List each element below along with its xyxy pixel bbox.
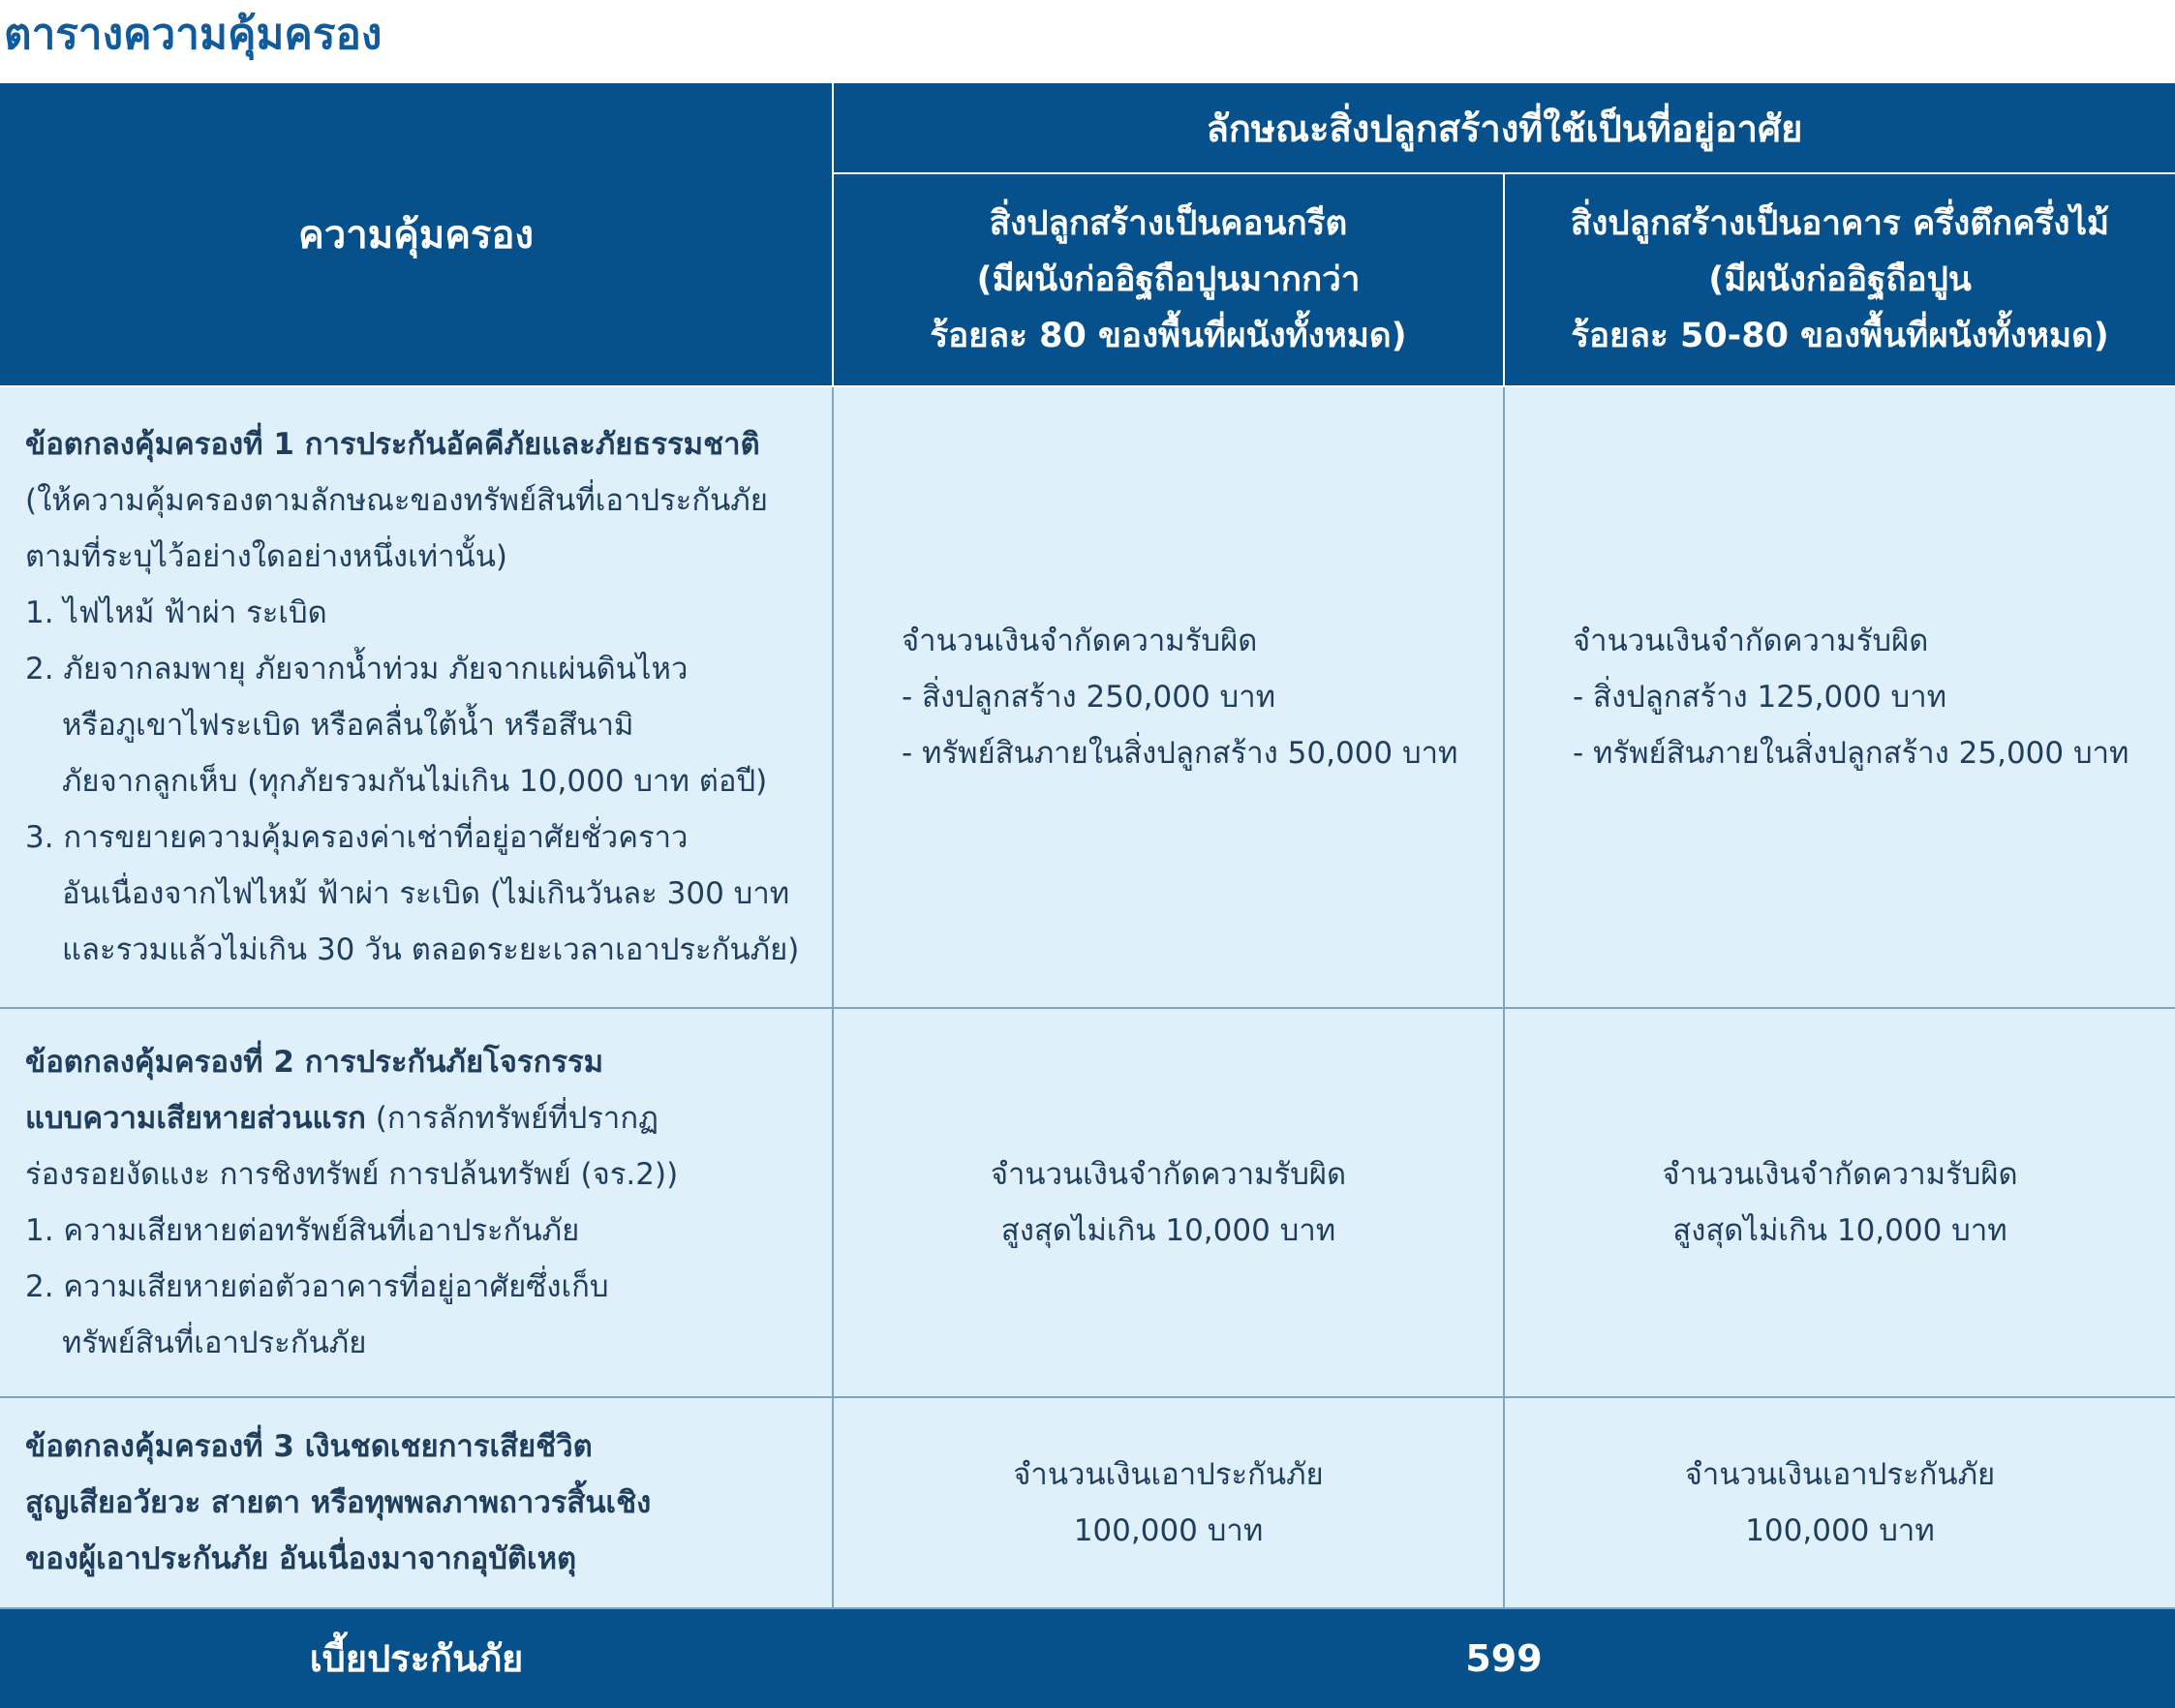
premium-value: 599 (833, 1608, 2175, 1708)
coverage-2-half-value (1504, 1008, 2175, 1397)
coverage-3-title-line: สูญเสียอวัยวะ สายตา หรือทุพพลภาพถาวรสิ้นเชิง (25, 1485, 652, 1520)
header-concrete-line: (มีผนังก่ออิฐถือปูนมากกว่า (976, 260, 1361, 299)
coverage-1-line: หรือภูเขาไฟระเบิด หรือคลื่นใต้น้ำ หรือสึนามิ (62, 708, 634, 743)
coverage-2-line: ทรัพย์สินที่เอาประกันภัย (62, 1326, 367, 1360)
coverage-3-title-line: ข้อตกลงคุ้มครองที่ 3 เงินชดเชยการเสียชีวิต (25, 1429, 593, 1464)
coverage-1-line: ตามที่ระบุไว้อย่างใดอย่างหนึ่งเท่านั้น) (25, 539, 507, 574)
header-half-concrete (1504, 173, 2175, 386)
value-line: 100,000 บาท (1745, 1513, 1935, 1548)
coverage-1-line: ภัยจากลูกเห็บ (ทุกภัยรวมกันไม่เกิน 10,000 บาท ต่อปี) (62, 764, 768, 799)
coverage-1-line: (ให้ความคุ้มครองตามลักษณะของทรัพย์สินที่เอาประกันภัย (25, 483, 768, 518)
coverage-1-title: ข้อตกลงคุ้มครองที่ 1 การประกันอัคคีภัยและภัยธรรมชาติ (25, 427, 760, 462)
coverage-3-description (0, 1397, 833, 1608)
coverage-table (0, 81, 2175, 1708)
coverage-1-half-value (1504, 386, 2175, 1008)
coverage-1-line: 2. ภัยจากลมพายุ ภัยจากน้ำท่วม ภัยจากแผ่นดินไหว (25, 652, 689, 686)
premium-label: เบี้ยประกันภัย (0, 1608, 833, 1708)
coverage-1-line: อันเนื่องจากไฟไหม้ ฟ้าผ่า ระเบิด (ไม่เกินวันละ 300 บาท (62, 876, 790, 911)
value-line: จำนวนเงินเอาประกันภัย (1684, 1457, 1996, 1492)
coverage-2-title-bold: แบบความเสียหายส่วนแรก (25, 1101, 366, 1136)
coverage-1-line: 3. การขยายความคุ้มครองค่าเช่าที่อยู่อาศัยชั่วคราว (25, 820, 689, 855)
premium-row (0, 1608, 2175, 1708)
table-row-coverage-3 (0, 1397, 2175, 1608)
coverage-2-title-line (25, 1090, 812, 1146)
header-coverage: ความคุ้มครอง (0, 82, 833, 386)
header-concrete-line: สิ่งปลูกสร้างเป็นคอนกรีต (989, 204, 1348, 243)
value-line: - สิ่งปลูกสร้าง 125,000 บาท (1573, 680, 1947, 715)
header-half-line: ร้อยละ 50-80 ของพื้นที่ผนังทั้งหมด) (1571, 317, 2109, 355)
value-line: - สิ่งปลูกสร้าง 250,000 บาท (902, 680, 1276, 715)
value-line: จำนวนเงินเอาประกันภัย (1013, 1457, 1324, 1492)
coverage-2-line: ร่องรอยงัดแงะ การชิงทรัพย์ การปล้นทรัพย์ (จร.2)) (25, 1157, 679, 1192)
page-title: ตารางความคุ้มครอง (4, 10, 383, 59)
value-line: จำนวนเงินจำกัดความรับผิด (1662, 1157, 2018, 1192)
value-line: สูงสุดไม่เกิน 10,000 บาท (1672, 1213, 2007, 1248)
header-concrete (833, 173, 1504, 386)
coverage-1-description (0, 386, 833, 1008)
header-building-type: ลักษณะสิ่งปลูกสร้างที่ใช้เป็นที่อยู่อาศัย (833, 82, 2175, 173)
value-line: จำนวนเงินจำกัดความรับผิด (1573, 624, 1929, 658)
coverage-1-line: 1. ไฟไหม้ ฟ้าผ่า ระเบิด (25, 595, 327, 630)
header-half-line: (มีผนังก่ออิฐถือปูน (1708, 260, 1972, 299)
coverage-3-half-value (1504, 1397, 2175, 1608)
header-half-line: สิ่งปลูกสร้างเป็นอาคาร ครึ่งตึกครึ่งไม้ (1570, 204, 2110, 243)
coverage-2-title: ข้อตกลงคุ้มครองที่ 2 การประกันภัยโจรกรรม (25, 1045, 604, 1080)
coverage-2-description (0, 1008, 833, 1397)
coverage-1-line: และรวมแล้วไม่เกิน 30 วัน ตลอดระยะเวลาเอาประกันภัย) (62, 932, 800, 967)
value-line: 100,000 บาท (1073, 1513, 1264, 1548)
header-row (0, 82, 2175, 173)
value-line: - ทรัพย์สินภายในสิ่งปลูกสร้าง 50,000 บาท (902, 736, 1458, 771)
value-line: สูงสุดไม่เกิน 10,000 บาท (1000, 1213, 1336, 1248)
coverage-3-concrete-value (833, 1397, 1504, 1608)
value-line: จำนวนเงินจำกัดความรับผิด (990, 1157, 1347, 1192)
value-line: - ทรัพย์สินภายในสิ่งปลูกสร้าง 25,000 บาท (1573, 736, 2129, 771)
table-row-coverage-1 (0, 386, 2175, 1008)
coverage-3-title-line: ของผู้เอาประกันภัย อันเนื่องมาจากอุบัติเหตุ (25, 1541, 577, 1576)
header-concrete-line: ร้อยละ 80 ของพื้นที่ผนังทั้งหมด) (930, 317, 1407, 355)
coverage-2-title-rest: (การลักทรัพย์ที่ปรากฏ (365, 1101, 659, 1136)
coverage-2-line: 1. ความเสียหายต่อทรัพย์สินที่เอาประกันภัย (25, 1213, 580, 1248)
coverage-2-concrete-value (833, 1008, 1504, 1397)
coverage-1-concrete-value (833, 386, 1504, 1008)
value-line: จำนวนเงินจำกัดความรับผิด (902, 624, 1258, 658)
coverage-2-line: 2. ความเสียหายต่อตัวอาคารที่อยู่อาศัยซึ่งเก็บ (25, 1269, 609, 1304)
table-row-coverage-2 (0, 1008, 2175, 1397)
